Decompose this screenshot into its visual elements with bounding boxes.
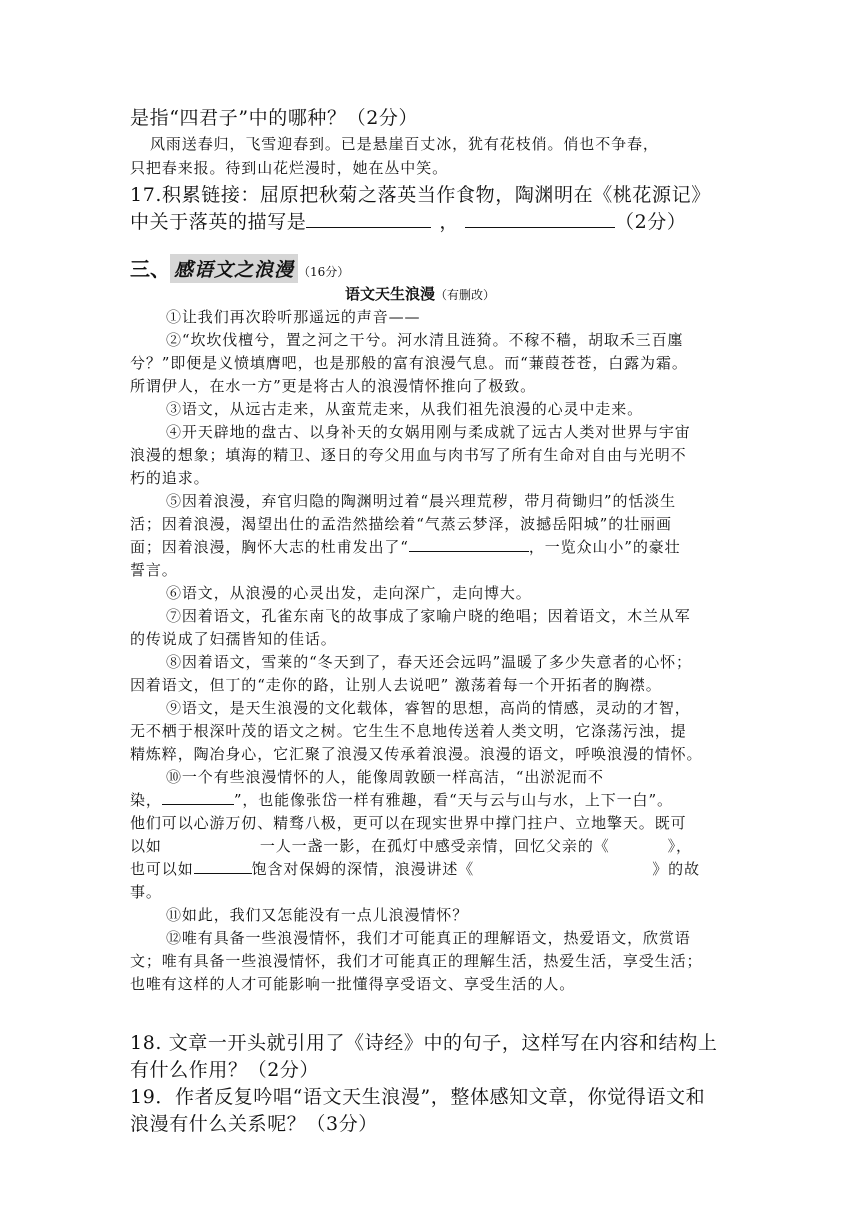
para-10-line-1: ⑩一个有些浪漫情怀的人，能像周敦颐一样高洁，“出淤泥而不 [166, 768, 604, 786]
q17-prompt: 中关于落英的描写是 [130, 211, 307, 233]
article-heading [345, 283, 495, 304]
para-10-line-2-prefix: 染， [130, 791, 162, 809]
para-12-line-1: ⑫唯有具备一些浪漫情怀，我们才可能真正的理解语文，热爱语文，欣赏语 [166, 929, 691, 947]
para-10-line-4-middle: 一人一盏一影，在孤灯中感受亲情，回忆父亲的《 [259, 837, 610, 855]
para-10-line-5-prefix: 也可以如 [130, 860, 194, 878]
para-9-line-1: ⑨语文，是天生浪漫的文化载体，睿智的思想，高尚的情感，灵动的才智， [166, 699, 691, 717]
q17-comma: ， [439, 211, 460, 233]
para-5-line-4: 誓言。 [130, 561, 178, 579]
article-title: 语文天生浪漫 [345, 285, 436, 303]
author-blank-2[interactable] [194, 858, 252, 874]
para-5-line-3-suffix: ，一览众山小”的豪壮 [528, 538, 681, 556]
para-10-line-5 [130, 858, 700, 879]
section-number: 三、 [130, 257, 170, 281]
para-10-line-6: 事。 [130, 883, 162, 901]
para-4-line-1: ④开天辟地的盘古、以身补天的女娲用刚与柔成就了远古人类对世界与宇宙 [166, 423, 691, 441]
para-12-line-3: 也唯有这样的人才可能影响一批懂得享受语文、享受生活的人。 [130, 975, 576, 993]
para-2-line-3: 所谓伊人，在水一方”更是将古人的浪漫情怀推向了极致。 [130, 377, 537, 395]
q16-tail: 是指“四君子”中的哪种？（2分） [130, 107, 419, 129]
q17-score: （2分） [615, 211, 687, 233]
para-8-line-2: 因着语文，但丁的“走你的路，让别人去说吧” 激荡着每一个开拓者的胸襟。 [130, 676, 662, 694]
para-10-line-3: 他们可以心游万仞、精骛八极，更可以在现实世界中撑门拄户、立地擎天。既可 [130, 814, 687, 832]
q19-line-1: 19．作者反复吟唱“语文天生浪漫”，整体感知文章，你觉得语文和 [130, 1086, 706, 1108]
q18-line-2: 有什么作用？（2分） [130, 1059, 320, 1081]
para-3: ③语文，从远古走来，从蛮荒走来，从我们祖先浪漫的心灵中走来。 [166, 400, 644, 418]
q17-blank-2[interactable] [465, 212, 615, 228]
q18-line-1: 18. 文章一开头就引用了《诗经》中的句子，这样写在内容和结构上 [130, 1032, 718, 1054]
para-10-line-2-suffix: ”，也能像张岱一样有雅趣，看“天与云与山与水，上下一白”。 [233, 791, 673, 809]
section-score: （16分） [298, 265, 350, 279]
para-4-line-3: 朽的追求。 [130, 469, 210, 487]
para-1: ①让我们再次聆听那遥远的声音—— [166, 308, 421, 326]
poem-line-1: 风雨送春归，飞雪迎春到。已是悬崖百丈冰，犹有花枝俏。俏也不争春， [150, 135, 659, 153]
q17-line-1: 17.积累链接：屈原把秋菊之落英当作食物，陶渊明在《桃花源记》 [130, 184, 711, 206]
para-8-line-1: ⑧因着语文，雪莱的“冬天到了，春天还会远吗”温暖了多少失意者的心怀； [166, 653, 692, 671]
para-5-line-3 [130, 536, 681, 557]
para-5-line-3-prefix: 面；因着浪漫，胸怀大志的杜甫发出了“ [130, 538, 409, 556]
poem-line-2: 只把春来报。待到山花烂漫时，她在丛中笑。 [130, 159, 449, 177]
q19-line-2: 浪漫有什么关系呢？（3分） [130, 1113, 378, 1135]
para-10-line-4-suffix: 》， [667, 837, 692, 855]
para-9-line-2: 无不栖于根深叶茂的语文之树。它生生不息地传送着人类文明，它涤荡污浊，提 [130, 722, 687, 740]
para-6: ⑥语文，从浪漫的心灵出发，走向深广，走向博大。 [166, 584, 532, 602]
para-10-line-2 [130, 789, 673, 810]
para-5-line-1: ⑤因着浪漫，弃官归隐的陶渊明过着“晨兴理荒秽，带月荷锄归”的恬淡生 [166, 492, 677, 510]
article-note: （有删改） [435, 288, 496, 302]
section-title: 感语文之浪漫 [170, 254, 298, 283]
q17-blank-1[interactable] [306, 212, 431, 228]
para-9-line-3: 精炼粹，陶冶身心，它汇聚了浪漫又传承着浪漫。浪漫的语文，呼唤浪漫的情怀。 [130, 745, 703, 763]
para-12-line-2: 文；唯有具备一些浪漫情怀，我们才可能真正的理解生活，热爱生活，享受生活； [130, 952, 703, 970]
para-10-line-4-prefix: 以如 [130, 837, 162, 855]
para-4-line-2: 浪漫的想象；填海的精卫、逐日的夸父用血与肉书写了所有生命对自由与光明不 [130, 446, 687, 464]
para-7-line-2: 的传说成了妇孺皆知的佳话。 [130, 630, 337, 648]
para-11: ⑪如此，我们又怎能没有一点儿浪漫情怀？ [166, 906, 469, 924]
para-2-line-1: ②“坎坎伐檀兮，置之河之干兮。河水清且涟猗。不稼不穑，胡取禾三百廛 [166, 331, 684, 349]
section-header [130, 253, 349, 283]
para-7-line-1: ⑦因着语文，孔雀东南飞的故事成了家喻户晓的绝唱；因着语文，木兰从军 [166, 607, 691, 625]
para-10-line-5-middle: 饱含对保姆的深情，浪漫讲述《 [251, 860, 475, 878]
q17-line-2 [130, 207, 687, 234]
zhou-dunyi-blank[interactable] [162, 789, 234, 805]
du-fu-blank[interactable] [409, 536, 529, 552]
para-2-line-2: 兮？”即便是义愤填膺吧，也是那般的富有浪漫气息。而“蒹葭苍苍，白露为霜。 [130, 354, 688, 372]
para-10-line-5-suffix: 》的故 [652, 860, 700, 878]
para-5-line-2: 活；因着浪漫，渴望出仕的孟浩然描绘着“气蒸云梦泽，波撼岳阳城”的壮丽画 [130, 515, 672, 533]
para-10-line-4 [130, 835, 692, 856]
